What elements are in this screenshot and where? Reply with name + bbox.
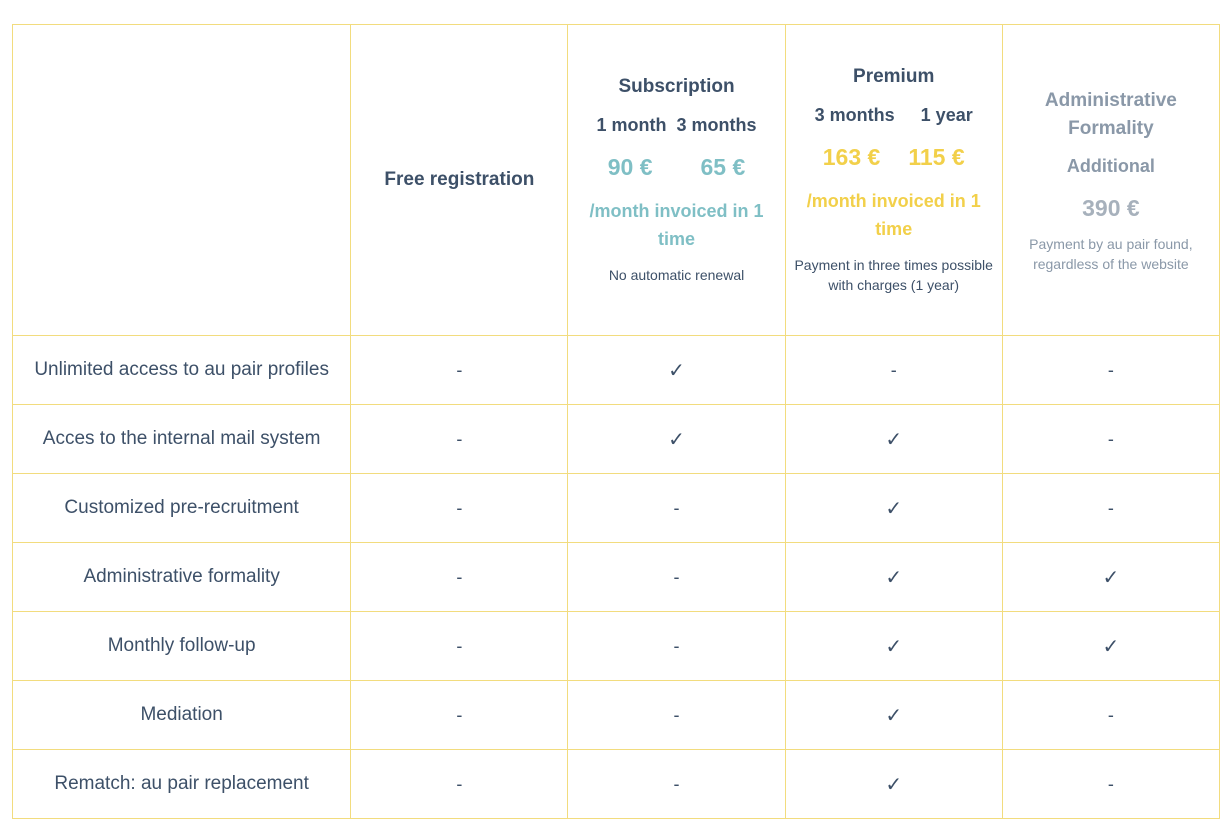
subscription-duration-2: 3 months — [676, 115, 757, 135]
subscription-prices — [576, 154, 776, 181]
feature-row — [13, 750, 1220, 819]
subscription-check: ✓ — [568, 336, 785, 405]
subscription-price-1: 90 € — [607, 154, 653, 180]
subscription-dash: - — [568, 750, 785, 819]
pricing-table — [12, 24, 1220, 819]
feature-label: Monthly follow-up — [13, 612, 351, 681]
admin-formality-note: Payment by au pair found, regardless of the website — [1029, 235, 1193, 272]
feature-label: Rematch: au pair replacement — [13, 750, 351, 819]
subscription-dash: - — [568, 474, 785, 543]
admin-check: ✓ — [1002, 543, 1219, 612]
feature-row — [13, 681, 1220, 750]
feature-label: Acces to the internal mail system — [13, 405, 351, 474]
premium-note: Payment in three times possible with charges (1 year) — [794, 257, 993, 293]
free-dash: - — [351, 405, 568, 474]
free-dash: - — [351, 681, 568, 750]
premium-plan-header — [785, 25, 1002, 336]
admin-dash: - — [1002, 405, 1219, 474]
free-dash: - — [351, 750, 568, 819]
subscription-note: No automatic renewal — [608, 267, 745, 283]
feature-label: Unlimited access to au pair profiles — [13, 336, 351, 405]
premium-dash: - — [785, 336, 1002, 405]
feature-row — [13, 474, 1220, 543]
feature-row — [13, 336, 1220, 405]
admin-dash: - — [1002, 474, 1219, 543]
premium-check: ✓ — [785, 750, 1002, 819]
feature-label: Administrative formality — [13, 543, 351, 612]
pricing-header-row — [13, 25, 1220, 336]
admin-formality-header — [1002, 25, 1219, 336]
subscription-plan-title: Subscription — [618, 76, 735, 97]
free-dash: - — [351, 612, 568, 681]
premium-check: ✓ — [785, 474, 1002, 543]
empty-header-cell — [13, 25, 351, 336]
subscription-dash: - — [568, 681, 785, 750]
premium-durations — [794, 105, 994, 126]
subscription-billing-text: /month invoiced in 1 time — [589, 201, 764, 249]
free-plan-header — [351, 25, 568, 336]
free-plan-title: Free registration — [384, 169, 535, 190]
subscription-check: ✓ — [568, 405, 785, 474]
free-dash: - — [351, 474, 568, 543]
admin-dash: - — [1002, 336, 1219, 405]
subscription-plan-header — [568, 25, 785, 336]
feature-row — [13, 612, 1220, 681]
subscription-dash: - — [568, 543, 785, 612]
premium-plan-title: Premium — [853, 66, 935, 87]
premium-check: ✓ — [785, 612, 1002, 681]
premium-billing-text: /month invoiced in 1 time — [806, 191, 981, 239]
feature-label: Mediation — [13, 681, 351, 750]
subscription-durations — [576, 115, 776, 136]
feature-label: Customized pre-recruitment — [13, 474, 351, 543]
admin-dash: - — [1002, 681, 1219, 750]
premium-duration-2: 1 year — [920, 105, 973, 125]
admin-formality-subtitle: Additional — [1066, 155, 1155, 176]
premium-price-2: 115 € — [908, 144, 965, 170]
admin-check: ✓ — [1002, 612, 1219, 681]
premium-check: ✓ — [785, 405, 1002, 474]
premium-duration-1: 3 months — [814, 105, 895, 125]
premium-check: ✓ — [785, 681, 1002, 750]
admin-dash: - — [1002, 750, 1219, 819]
admin-formality-price: 390 € — [1082, 194, 1140, 221]
free-dash: - — [351, 543, 568, 612]
premium-prices — [794, 144, 994, 171]
premium-check: ✓ — [785, 543, 1002, 612]
free-dash: - — [351, 336, 568, 405]
admin-formality-title: Administrative Formality — [1044, 89, 1177, 139]
subscription-price-2: 65 € — [700, 154, 746, 180]
feature-row — [13, 405, 1220, 474]
subscription-duration-1: 1 month — [596, 115, 667, 135]
premium-price-1: 163 € — [822, 144, 881, 170]
subscription-dash: - — [568, 612, 785, 681]
feature-row — [13, 543, 1220, 612]
